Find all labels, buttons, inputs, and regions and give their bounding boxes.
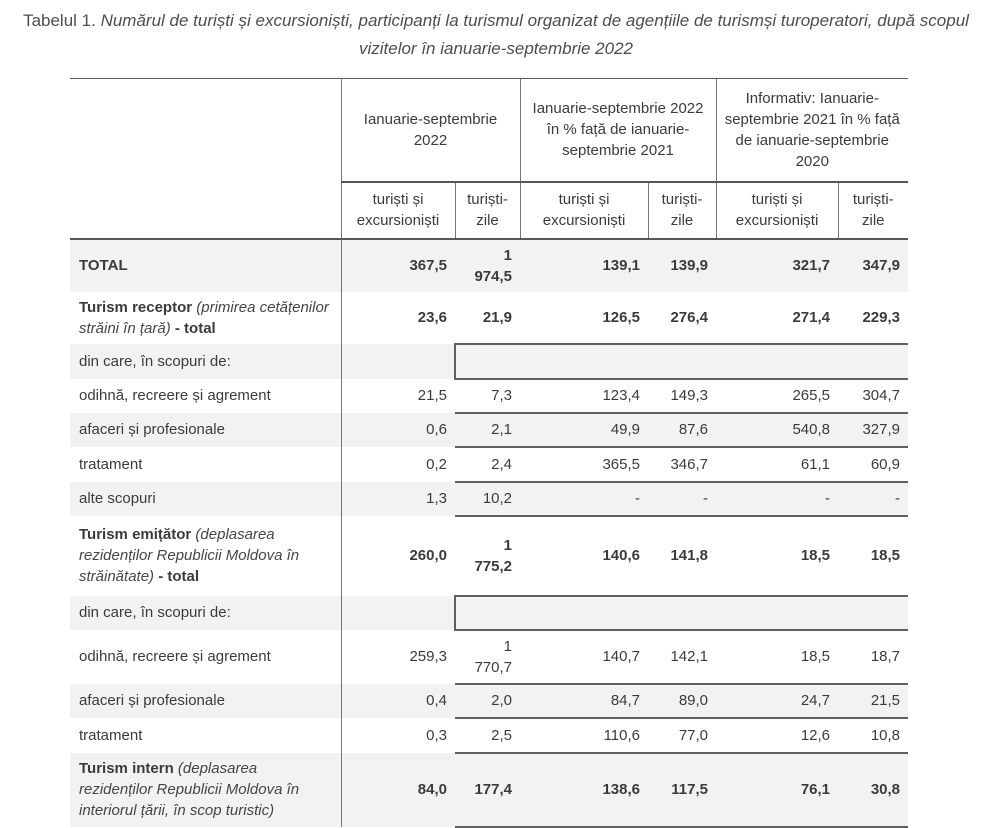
value-cell: 2,0 (455, 684, 520, 718)
value-cell: 24,7 (716, 684, 838, 718)
value-cell: 1 974,5 (474, 246, 513, 285)
row-label-bold: Turism emițător (79, 526, 192, 543)
value-cell: 76,1 (716, 753, 838, 827)
row-tratament-emitator (70, 718, 908, 753)
empty-merged-cell (455, 344, 908, 379)
value-cell: 141,8 (648, 516, 716, 596)
value-cell: 140,6 (520, 516, 648, 596)
value-cell: 123,4 (520, 379, 648, 413)
value-cell: 0,2 (426, 455, 447, 473)
value-cell: 2,4 (455, 447, 520, 482)
value-cell: 139,9 (670, 257, 709, 274)
row-label-bold: Turism receptor (79, 298, 193, 316)
row-label: din care, în scopuri de: (70, 344, 341, 379)
value-cell: 12,6 (716, 718, 838, 753)
row-odihna-emitator (70, 630, 908, 684)
caption-title: Numărul de turiști și excursioniști, participanți la turismul organizat de agențiile de turismși turoperatori, după scopul vizitelor în ianuarie-septembrie 2022 (100, 11, 969, 58)
value-cell: 2,5 (455, 718, 520, 753)
row-turism-intern (70, 753, 908, 827)
value-cell: 271,4 (716, 292, 838, 344)
value-cell: 139,1 (602, 257, 641, 274)
value-cell: 367,5 (409, 257, 447, 274)
subheader-turisti-zile-1: turiști-zile (455, 182, 520, 239)
value-cell: 18,5 (716, 516, 838, 596)
row-label-bold: Turism intern (79, 760, 174, 777)
value-cell: 259,3 (409, 648, 447, 665)
row-tratament-receptor (70, 447, 908, 482)
value-cell: 149,3 (648, 379, 716, 413)
row-alte-scopuri (70, 482, 908, 516)
value-cell: 61,1 (716, 447, 838, 482)
subheader-turisti-zile-3: turiști-zile (838, 182, 908, 239)
value-cell: 327,9 (838, 413, 908, 447)
document-page (0, 7, 992, 828)
value-cell: 126,5 (520, 292, 648, 344)
value-cell: 49,9 (520, 413, 648, 447)
value-cell: 84,7 (520, 684, 648, 718)
value-cell: 10,2 (455, 482, 520, 516)
value-cell: 1 775,2 (455, 516, 520, 596)
subheader-turisti-excursionisti-1: turiști și excursioniști (341, 182, 455, 239)
value-cell: - (716, 482, 838, 516)
col-group-informativ-2021-vs-2020-header: Informativ: Ianuarie-septembrie 2021 în % față de ianuarie-septembrie 2020 (716, 79, 908, 182)
subheader-turisti-excursionisti-2: turiști și excursioniști (520, 182, 648, 239)
value-cell: 365,5 (520, 447, 648, 482)
value-cell: 142,1 (648, 630, 716, 684)
row-label: afaceri și profesionale (70, 413, 341, 447)
value-cell: 77,0 (648, 718, 716, 753)
col-group-2022-header: Ianuarie-septembrie 2022 (341, 79, 520, 182)
value-cell: 30,8 (838, 753, 908, 827)
value-cell: 140,7 (520, 630, 648, 684)
value-cell: - (520, 482, 648, 516)
row-afaceri-emitator (70, 684, 908, 718)
value-cell: 60,9 (838, 447, 908, 482)
value-cell: 346,7 (648, 447, 716, 482)
col-group-2022-vs-2021-header: Ianuarie-septembrie 2022 în % față de ianuarie-septembrie 2021 (520, 79, 716, 182)
subheader-turisti-excursionisti-3: turiști și excursioniști (716, 182, 838, 239)
value-cell: 18,5 (838, 516, 908, 596)
caption-prefix: Tabelul 1. (23, 11, 96, 30)
row-label: TOTAL (70, 239, 341, 292)
value-cell: 229,3 (838, 292, 908, 344)
value-cell: 10,8 (838, 718, 908, 753)
value-cell: 117,5 (648, 753, 716, 827)
row-label (70, 753, 341, 827)
row-label: odihnă, recreere și agrement (70, 630, 341, 684)
row-din-care-emitator (70, 596, 908, 630)
value-cell: 138,6 (520, 753, 648, 827)
value-cell: 2,1 (455, 413, 520, 447)
row-label-italic: (deplasarea rezidenților Republicii Moldova în interiorul țării, în scop turistic) (79, 760, 300, 819)
row-label-italic: (primirea cetățenilor străini în țară) (79, 298, 329, 337)
row-label: din care, în scopuri de: (70, 596, 341, 630)
value-cell: 7,3 (455, 379, 520, 413)
value-cell: 265,5 (716, 379, 838, 413)
row-afaceri-receptor (70, 413, 908, 447)
row-label-italic: (deplasarea rezidenților Republicii Moldova în străinătate) (79, 526, 300, 585)
empty-merged-cell (455, 596, 908, 630)
value-cell: 347,9 (862, 257, 901, 274)
value-cell: 84,0 (417, 781, 447, 798)
value-cell: 1,3 (426, 490, 447, 507)
table-caption (5, 7, 987, 63)
value-cell: 21,5 (838, 684, 908, 718)
subheader-turisti-zile-2: turiști-zile (648, 182, 716, 239)
value-cell: 21,5 (417, 387, 447, 404)
row-label: odihnă, recreere și agrement (70, 379, 341, 413)
empty-cell (341, 344, 455, 379)
value-cell: 260,0 (409, 547, 447, 564)
value-cell: 21,9 (455, 292, 520, 344)
row-odihna-receptor (70, 379, 908, 413)
empty-cell (341, 596, 455, 630)
row-label: tratament (70, 718, 341, 753)
value-cell: 540,8 (716, 413, 838, 447)
row-din-care-receptor (70, 344, 908, 379)
tourism-statistics-table (70, 78, 908, 828)
value-cell: - (648, 482, 716, 516)
value-cell: - (838, 482, 908, 516)
row-label-suffix: - total (158, 568, 200, 585)
value-cell: 0,6 (426, 421, 447, 438)
row-turism-emitator (70, 516, 908, 596)
value-cell: 87,6 (648, 413, 716, 447)
value-cell: 89,0 (648, 684, 716, 718)
value-cell: 18,7 (838, 630, 908, 684)
value-cell: 321,7 (792, 257, 831, 274)
row-turism-receptor (70, 292, 908, 344)
value-cell: 0,3 (426, 726, 447, 744)
row-label (70, 292, 341, 344)
value-cell: 0,4 (426, 692, 447, 709)
value-cell: 23,6 (417, 309, 447, 326)
value-cell: 1 770,7 (455, 630, 520, 684)
value-cell: 276,4 (648, 292, 716, 344)
row-label-suffix: - total (174, 319, 216, 337)
row-label: alte scopuri (70, 482, 341, 516)
row-label (70, 516, 341, 596)
header-group-row (70, 79, 908, 182)
value-cell: 304,7 (838, 379, 908, 413)
row-total (70, 239, 908, 292)
value-cell: 18,5 (716, 630, 838, 684)
row-label: tratament (70, 447, 341, 482)
value-cell: 110,6 (520, 718, 648, 753)
corner-header-cell (70, 79, 341, 239)
row-label: afaceri și profesionale (70, 684, 341, 718)
value-cell: 177,4 (455, 753, 520, 827)
